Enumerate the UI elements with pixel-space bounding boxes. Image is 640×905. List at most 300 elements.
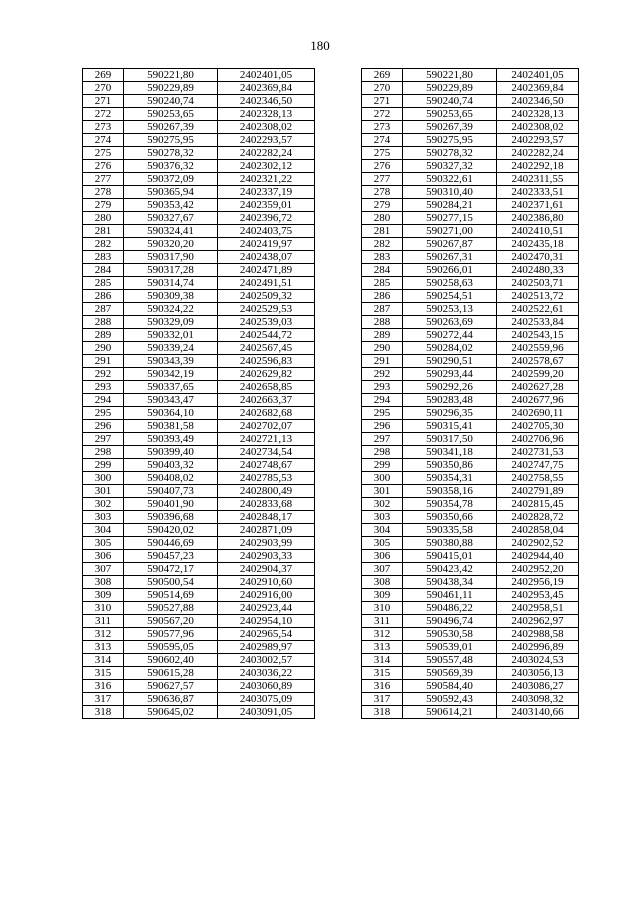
left-x-coordinate-cell: 590408,02: [124, 472, 218, 485]
left-x-coordinate-cell: 590472,17: [124, 563, 218, 576]
left-point-number-cell: 296: [83, 420, 124, 433]
right-x-coordinate-cell: 590584,40: [403, 680, 497, 693]
table-row: [83, 615, 579, 628]
right-x-coordinate-cell: 590327,32: [403, 160, 497, 173]
left-x-coordinate-cell: 590343,47: [124, 394, 218, 407]
left-x-coordinate-cell: 590396,68: [124, 511, 218, 524]
right-point-number-cell: 308: [362, 576, 403, 589]
table-gap-cell: [315, 355, 362, 368]
table-row: [83, 238, 579, 251]
right-y-coordinate-cell: 2402705,30: [497, 420, 579, 433]
table-row: [83, 589, 579, 602]
left-y-coordinate-cell: 2402328,13: [218, 108, 315, 121]
left-y-coordinate-cell: 2402302,12: [218, 160, 315, 173]
left-y-coordinate-cell: 2402954,10: [218, 615, 315, 628]
right-y-coordinate-cell: 2402533,84: [497, 316, 579, 329]
left-x-coordinate-cell: 590343,39: [124, 355, 218, 368]
left-y-coordinate-cell: 2402658,85: [218, 381, 315, 394]
left-y-coordinate-cell: 2402871,09: [218, 524, 315, 537]
table-gap-cell: [315, 290, 362, 303]
left-y-coordinate-cell: 2402596,83: [218, 355, 315, 368]
left-point-number-cell: 294: [83, 394, 124, 407]
right-point-number-cell: 279: [362, 199, 403, 212]
table-row: [83, 121, 579, 134]
left-y-coordinate-cell: 2402567,45: [218, 342, 315, 355]
left-x-coordinate-cell: 590399,40: [124, 446, 218, 459]
right-point-number-cell: 278: [362, 186, 403, 199]
left-y-coordinate-cell: 2402403,75: [218, 225, 315, 238]
table-row: [83, 576, 579, 589]
right-point-number-cell: 289: [362, 329, 403, 342]
left-point-number-cell: 307: [83, 563, 124, 576]
table-gap-cell: [315, 407, 362, 420]
right-x-coordinate-cell: 590267,87: [403, 238, 497, 251]
right-y-coordinate-cell: 2402410,51: [497, 225, 579, 238]
left-y-coordinate-cell: 2402396,72: [218, 212, 315, 225]
left-point-number-cell: 302: [83, 498, 124, 511]
right-y-coordinate-cell: 2402292,18: [497, 160, 579, 173]
table-gap-cell: [315, 342, 362, 355]
right-point-number-cell: 314: [362, 654, 403, 667]
left-point-number-cell: 273: [83, 121, 124, 134]
right-x-coordinate-cell: 590380,88: [403, 537, 497, 550]
table-row: [83, 654, 579, 667]
right-x-coordinate-cell: 590296,35: [403, 407, 497, 420]
right-x-coordinate-cell: 590290,51: [403, 355, 497, 368]
left-y-coordinate-cell: 2402337,19: [218, 186, 315, 199]
left-x-coordinate-cell: 590353,42: [124, 199, 218, 212]
page-number: 180: [310, 38, 330, 53]
table-gap-cell: [315, 173, 362, 186]
right-point-number-cell: 300: [362, 472, 403, 485]
table-gap-cell: [315, 472, 362, 485]
left-point-number-cell: 287: [83, 303, 124, 316]
right-x-coordinate-cell: 590557,48: [403, 654, 497, 667]
table-row: [83, 537, 579, 550]
right-x-coordinate-cell: 590267,31: [403, 251, 497, 264]
left-point-number-cell: 291: [83, 355, 124, 368]
right-point-number-cell: 277: [362, 173, 403, 186]
right-x-coordinate-cell: 590284,02: [403, 342, 497, 355]
left-point-number-cell: 278: [83, 186, 124, 199]
right-x-coordinate-cell: 590266,01: [403, 264, 497, 277]
right-y-coordinate-cell: 2402578,67: [497, 355, 579, 368]
table-row: [83, 394, 579, 407]
left-point-number-cell: 318: [83, 706, 124, 719]
right-point-number-cell: 290: [362, 342, 403, 355]
right-x-coordinate-cell: 590317,50: [403, 433, 497, 446]
left-x-coordinate-cell: 590332,01: [124, 329, 218, 342]
table-gap-cell: [315, 186, 362, 199]
left-point-number-cell: 271: [83, 95, 124, 108]
left-y-coordinate-cell: 2402491,51: [218, 277, 315, 290]
left-x-coordinate-cell: 590324,41: [124, 225, 218, 238]
table-row: [83, 498, 579, 511]
left-x-coordinate-cell: 590342,19: [124, 368, 218, 381]
left-y-coordinate-cell: 2402663,37: [218, 394, 315, 407]
table-gap-cell: [315, 108, 362, 121]
right-y-coordinate-cell: 2402369,84: [497, 82, 579, 95]
left-point-number-cell: 304: [83, 524, 124, 537]
right-point-number-cell: 276: [362, 160, 403, 173]
right-x-coordinate-cell: 590358,16: [403, 485, 497, 498]
right-y-coordinate-cell: 2402282,24: [497, 147, 579, 160]
left-x-coordinate-cell: 590364,10: [124, 407, 218, 420]
right-point-number-cell: 291: [362, 355, 403, 368]
left-point-number-cell: 281: [83, 225, 124, 238]
table-gap-cell: [315, 446, 362, 459]
table-gap-cell: [315, 394, 362, 407]
table-gap-cell: [315, 667, 362, 680]
right-point-number-cell: 297: [362, 433, 403, 446]
right-x-coordinate-cell: 590229,89: [403, 82, 497, 95]
table-row: [83, 277, 579, 290]
left-point-number-cell: 292: [83, 368, 124, 381]
left-y-coordinate-cell: 2402629,82: [218, 368, 315, 381]
table-row: [83, 212, 579, 225]
table-row: [83, 381, 579, 394]
left-x-coordinate-cell: 590365,94: [124, 186, 218, 199]
right-y-coordinate-cell: 2402958,51: [497, 602, 579, 615]
table-gap-cell: [315, 199, 362, 212]
right-x-coordinate-cell: 590614,21: [403, 706, 497, 719]
left-point-number-cell: 295: [83, 407, 124, 420]
right-x-coordinate-cell: 590539,01: [403, 641, 497, 654]
table-gap-cell: [315, 329, 362, 342]
right-x-coordinate-cell: 590278,32: [403, 147, 497, 160]
right-point-number-cell: 273: [362, 121, 403, 134]
left-y-coordinate-cell: 2402916,00: [218, 589, 315, 602]
left-point-number-cell: 274: [83, 134, 124, 147]
left-x-coordinate-cell: 590381,58: [124, 420, 218, 433]
right-x-coordinate-cell: 590271,00: [403, 225, 497, 238]
left-y-coordinate-cell: 2402293,57: [218, 134, 315, 147]
left-y-coordinate-cell: 2402471,89: [218, 264, 315, 277]
left-x-coordinate-cell: 590401,90: [124, 498, 218, 511]
table-row: [83, 628, 579, 641]
right-point-number-cell: 287: [362, 303, 403, 316]
right-y-coordinate-cell: 2402346,50: [497, 95, 579, 108]
left-point-number-cell: 305: [83, 537, 124, 550]
right-point-number-cell: 303: [362, 511, 403, 524]
left-point-number-cell: 314: [83, 654, 124, 667]
right-point-number-cell: 310: [362, 602, 403, 615]
left-x-coordinate-cell: 590229,89: [124, 82, 218, 95]
right-point-number-cell: 312: [362, 628, 403, 641]
left-x-coordinate-cell: 590329,09: [124, 316, 218, 329]
right-x-coordinate-cell: 590350,86: [403, 459, 497, 472]
left-x-coordinate-cell: 590420,02: [124, 524, 218, 537]
table-row: [83, 251, 579, 264]
table-gap-cell: [315, 160, 362, 173]
right-point-number-cell: 272: [362, 108, 403, 121]
left-x-coordinate-cell: 590500,54: [124, 576, 218, 589]
left-x-coordinate-cell: 590314,74: [124, 277, 218, 290]
left-x-coordinate-cell: 590407,73: [124, 485, 218, 498]
right-y-coordinate-cell: 2402952,20: [497, 563, 579, 576]
right-point-number-cell: 298: [362, 446, 403, 459]
right-x-coordinate-cell: 590254,51: [403, 290, 497, 303]
left-y-coordinate-cell: 2403060,89: [218, 680, 315, 693]
right-x-coordinate-cell: 590292,26: [403, 381, 497, 394]
left-point-number-cell: 310: [83, 602, 124, 615]
left-y-coordinate-cell: 2402833,68: [218, 498, 315, 511]
table-gap-cell: [315, 550, 362, 563]
right-y-coordinate-cell: 2402690,11: [497, 407, 579, 420]
left-x-coordinate-cell: 590372,09: [124, 173, 218, 186]
left-y-coordinate-cell: 2403091,05: [218, 706, 315, 719]
left-point-number-cell: 315: [83, 667, 124, 680]
table-row: [83, 524, 579, 537]
right-x-coordinate-cell: 590293,44: [403, 368, 497, 381]
table-gap-cell: [315, 69, 362, 82]
left-y-coordinate-cell: 2403036,22: [218, 667, 315, 680]
table-gap-cell: [315, 95, 362, 108]
left-y-coordinate-cell: 2402401,05: [218, 69, 315, 82]
left-x-coordinate-cell: 590278,32: [124, 147, 218, 160]
right-y-coordinate-cell: 2402543,15: [497, 329, 579, 342]
table-gap-cell: [315, 576, 362, 589]
right-y-coordinate-cell: 2402513,72: [497, 290, 579, 303]
table-row: [83, 433, 579, 446]
right-point-number-cell: 275: [362, 147, 403, 160]
table-gap-cell: [315, 524, 362, 537]
left-y-coordinate-cell: 2402800,49: [218, 485, 315, 498]
left-x-coordinate-cell: 590577,96: [124, 628, 218, 641]
right-x-coordinate-cell: 590486,22: [403, 602, 497, 615]
left-point-number-cell: 269: [83, 69, 124, 82]
right-point-number-cell: 269: [362, 69, 403, 82]
table-gap-cell: [315, 316, 362, 329]
table-row: [83, 342, 579, 355]
right-point-number-cell: 283: [362, 251, 403, 264]
right-y-coordinate-cell: 2402677,96: [497, 394, 579, 407]
table-gap-cell: [315, 563, 362, 576]
left-y-coordinate-cell: 2403075,09: [218, 693, 315, 706]
table-gap-cell: [315, 82, 362, 95]
left-y-coordinate-cell: 2402923,44: [218, 602, 315, 615]
left-point-number-cell: 284: [83, 264, 124, 277]
right-point-number-cell: 299: [362, 459, 403, 472]
table-gap-cell: [315, 264, 362, 277]
right-y-coordinate-cell: 2402435,18: [497, 238, 579, 251]
right-x-coordinate-cell: 590438,34: [403, 576, 497, 589]
right-x-coordinate-cell: 590341,18: [403, 446, 497, 459]
left-x-coordinate-cell: 590327,67: [124, 212, 218, 225]
right-point-number-cell: 280: [362, 212, 403, 225]
right-x-coordinate-cell: 590272,44: [403, 329, 497, 342]
right-point-number-cell: 302: [362, 498, 403, 511]
right-y-coordinate-cell: 2402293,57: [497, 134, 579, 147]
left-x-coordinate-cell: 590602,40: [124, 654, 218, 667]
left-y-coordinate-cell: 2402903,33: [218, 550, 315, 563]
table-gap-cell: [315, 238, 362, 251]
right-x-coordinate-cell: 590335,58: [403, 524, 497, 537]
left-y-coordinate-cell: 2402989,97: [218, 641, 315, 654]
left-y-coordinate-cell: 2402702,07: [218, 420, 315, 433]
left-y-coordinate-cell: 2402904,37: [218, 563, 315, 576]
left-point-number-cell: 313: [83, 641, 124, 654]
table-row: [83, 368, 579, 381]
right-y-coordinate-cell: 2402308,02: [497, 121, 579, 134]
left-x-coordinate-cell: 590240,74: [124, 95, 218, 108]
right-point-number-cell: 286: [362, 290, 403, 303]
right-x-coordinate-cell: 590461,11: [403, 589, 497, 602]
table-row: [83, 407, 579, 420]
table-row: [83, 147, 579, 160]
right-point-number-cell: 316: [362, 680, 403, 693]
left-point-number-cell: 301: [83, 485, 124, 498]
right-y-coordinate-cell: 2402828,72: [497, 511, 579, 524]
table-gap-cell: [315, 641, 362, 654]
right-x-coordinate-cell: 590253,65: [403, 108, 497, 121]
left-x-coordinate-cell: 590309,38: [124, 290, 218, 303]
table-row: [83, 563, 579, 576]
left-x-coordinate-cell: 590376,32: [124, 160, 218, 173]
right-y-coordinate-cell: 2402731,53: [497, 446, 579, 459]
left-point-number-cell: 297: [83, 433, 124, 446]
left-x-coordinate-cell: 590527,88: [124, 602, 218, 615]
left-point-number-cell: 280: [83, 212, 124, 225]
table-row: [83, 69, 579, 82]
table-row: [83, 446, 579, 459]
left-y-coordinate-cell: 2403002,57: [218, 654, 315, 667]
left-point-number-cell: 311: [83, 615, 124, 628]
right-y-coordinate-cell: 2402559,96: [497, 342, 579, 355]
left-y-coordinate-cell: 2402965,54: [218, 628, 315, 641]
left-y-coordinate-cell: 2402748,67: [218, 459, 315, 472]
left-y-coordinate-cell: 2402903,99: [218, 537, 315, 550]
left-y-coordinate-cell: 2402509,32: [218, 290, 315, 303]
left-point-number-cell: 303: [83, 511, 124, 524]
left-y-coordinate-cell: 2402359,01: [218, 199, 315, 212]
right-x-coordinate-cell: 590496,74: [403, 615, 497, 628]
table-gap-cell: [315, 511, 362, 524]
table-row: [83, 303, 579, 316]
table-row: [83, 706, 579, 719]
right-point-number-cell: 284: [362, 264, 403, 277]
right-point-number-cell: 313: [362, 641, 403, 654]
table-row: [83, 82, 579, 95]
table-gap-cell: [315, 602, 362, 615]
right-y-coordinate-cell: 2402627,28: [497, 381, 579, 394]
right-point-number-cell: 305: [362, 537, 403, 550]
left-x-coordinate-cell: 590514,69: [124, 589, 218, 602]
right-y-coordinate-cell: 2403140,66: [497, 706, 579, 719]
table-gap-cell: [315, 134, 362, 147]
left-point-number-cell: 285: [83, 277, 124, 290]
left-y-coordinate-cell: 2402308,02: [218, 121, 315, 134]
right-y-coordinate-cell: 2402953,45: [497, 589, 579, 602]
table-row: [83, 173, 579, 186]
left-point-number-cell: 293: [83, 381, 124, 394]
table-row: [83, 667, 579, 680]
table-gap-cell: [315, 225, 362, 238]
right-y-coordinate-cell: 2402944,40: [497, 550, 579, 563]
right-point-number-cell: 307: [362, 563, 403, 576]
left-point-number-cell: 279: [83, 199, 124, 212]
left-point-number-cell: 289: [83, 329, 124, 342]
left-point-number-cell: 270: [83, 82, 124, 95]
left-x-coordinate-cell: 590567,20: [124, 615, 218, 628]
left-y-coordinate-cell: 2402369,84: [218, 82, 315, 95]
right-point-number-cell: 306: [362, 550, 403, 563]
right-point-number-cell: 315: [362, 667, 403, 680]
left-point-number-cell: 299: [83, 459, 124, 472]
left-point-number-cell: 283: [83, 251, 124, 264]
right-point-number-cell: 304: [362, 524, 403, 537]
right-point-number-cell: 285: [362, 277, 403, 290]
table-row: [83, 199, 579, 212]
right-x-coordinate-cell: 590267,39: [403, 121, 497, 134]
right-x-coordinate-cell: 590354,31: [403, 472, 497, 485]
right-y-coordinate-cell: 2402311,55: [497, 173, 579, 186]
right-x-coordinate-cell: 590592,43: [403, 693, 497, 706]
table-row: [83, 641, 579, 654]
left-x-coordinate-cell: 590403,32: [124, 459, 218, 472]
right-point-number-cell: 293: [362, 381, 403, 394]
right-x-coordinate-cell: 590283,48: [403, 394, 497, 407]
left-point-number-cell: 277: [83, 173, 124, 186]
right-y-coordinate-cell: 2402371,61: [497, 199, 579, 212]
table-row: [83, 602, 579, 615]
table-gap-cell: [315, 615, 362, 628]
left-x-coordinate-cell: 590393,49: [124, 433, 218, 446]
left-y-coordinate-cell: 2402721,13: [218, 433, 315, 446]
right-x-coordinate-cell: 590275,95: [403, 134, 497, 147]
right-point-number-cell: 296: [362, 420, 403, 433]
right-x-coordinate-cell: 590263,69: [403, 316, 497, 329]
right-point-number-cell: 318: [362, 706, 403, 719]
left-point-number-cell: 288: [83, 316, 124, 329]
left-point-number-cell: 282: [83, 238, 124, 251]
right-x-coordinate-cell: 590530,58: [403, 628, 497, 641]
table-row: [83, 550, 579, 563]
right-point-number-cell: 317: [362, 693, 403, 706]
table-gap-cell: [315, 420, 362, 433]
table-gap-cell: [315, 706, 362, 719]
left-x-coordinate-cell: 590317,28: [124, 264, 218, 277]
table-row: [83, 511, 579, 524]
left-point-number-cell: 290: [83, 342, 124, 355]
right-point-number-cell: 282: [362, 238, 403, 251]
right-y-coordinate-cell: 2402996,89: [497, 641, 579, 654]
table-row: [83, 472, 579, 485]
left-y-coordinate-cell: 2402734,54: [218, 446, 315, 459]
right-point-number-cell: 295: [362, 407, 403, 420]
left-point-number-cell: 286: [83, 290, 124, 303]
right-y-coordinate-cell: 2402815,45: [497, 498, 579, 511]
table-gap-cell: [315, 680, 362, 693]
right-y-coordinate-cell: 2402791,89: [497, 485, 579, 498]
table-row: [83, 134, 579, 147]
right-point-number-cell: 301: [362, 485, 403, 498]
left-y-coordinate-cell: 2402321,22: [218, 173, 315, 186]
right-point-number-cell: 274: [362, 134, 403, 147]
right-x-coordinate-cell: 590415,01: [403, 550, 497, 563]
table-row: [83, 329, 579, 342]
right-y-coordinate-cell: 2402956,19: [497, 576, 579, 589]
left-x-coordinate-cell: 590221,80: [124, 69, 218, 82]
right-x-coordinate-cell: 590258,63: [403, 277, 497, 290]
left-x-coordinate-cell: 590267,39: [124, 121, 218, 134]
table-row: [83, 186, 579, 199]
right-y-coordinate-cell: 2402480,33: [497, 264, 579, 277]
right-point-number-cell: 292: [362, 368, 403, 381]
table-gap-cell: [315, 485, 362, 498]
table-row: [83, 355, 579, 368]
left-x-coordinate-cell: 590275,95: [124, 134, 218, 147]
